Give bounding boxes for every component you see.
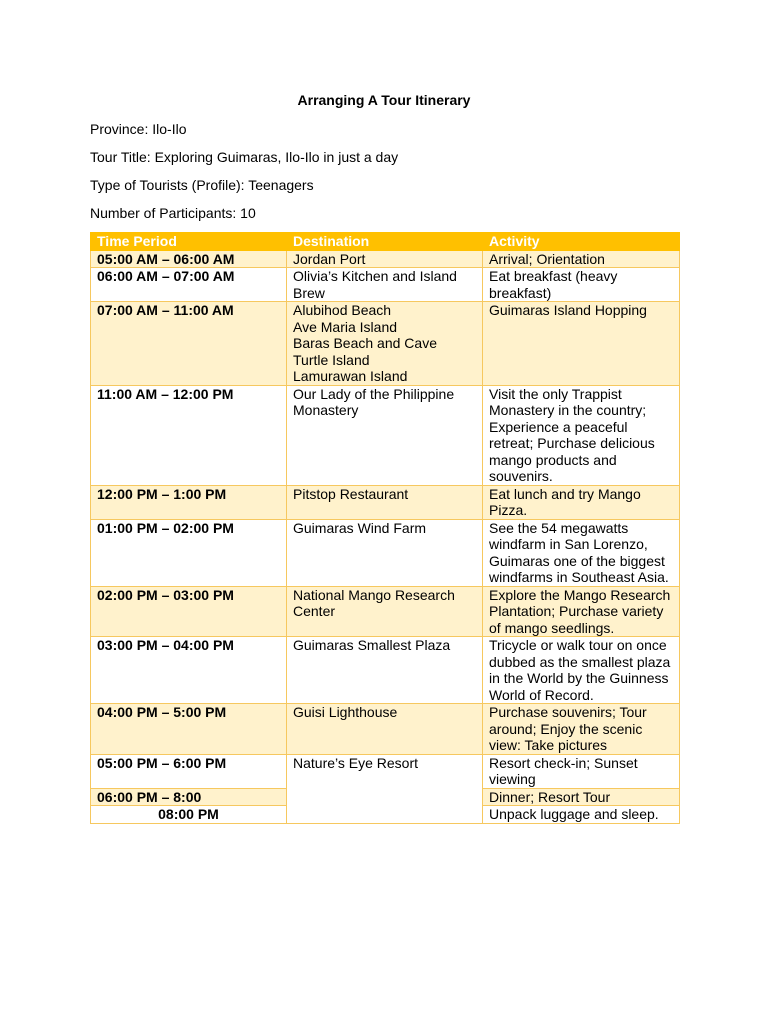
destination-cell	[287, 586, 483, 637]
table-row	[91, 519, 680, 586]
destination-cell	[287, 754, 483, 823]
time-cell: 03:00 PM – 04:00 PM	[91, 637, 287, 704]
destination-name: Jordan Port	[293, 250, 366, 267]
activity-cell: Unpack luggage and sleep.	[483, 806, 680, 824]
time-cell: 04:00 PM – 5:00 PM	[91, 704, 287, 755]
time-cell: 11:00 AM – 12:00 PM	[91, 385, 287, 485]
destination-cell	[287, 302, 483, 386]
destination-cell	[287, 250, 483, 268]
activity-cell: Eat lunch and try Mango Pizza.	[483, 485, 680, 519]
itinerary-table	[90, 232, 680, 824]
activity-cell: Purchase souvenirs; Tour around; Enjoy the scenic view: Take pictures	[483, 704, 680, 755]
destination-name: Guisi Lighthouse	[293, 704, 398, 720]
document-title: Arranging A Tour Itinerary	[297, 92, 471, 108]
tourist-type-line: Type of Tourists (Profile): Teenagers	[90, 177, 314, 193]
header-destination: Destination	[287, 233, 483, 251]
time-cell: 08:00 PM	[91, 806, 287, 824]
time-cell: 05:00 PM – 6:00 PM	[91, 754, 287, 788]
destination-cell	[287, 385, 483, 485]
destination-cell	[287, 637, 483, 704]
destination-name: Nature’s Eye Resort	[293, 754, 419, 771]
destination-cell	[287, 485, 483, 519]
destination-name: Pitstop Restaurant	[293, 485, 409, 502]
destination-name: National Mango Research Center	[293, 586, 455, 619]
table-row	[91, 586, 680, 637]
table-row	[91, 250, 680, 268]
destination-cell	[287, 268, 483, 302]
destination-name: Lamurawan Island	[293, 368, 408, 384]
time-cell: 12:00 PM – 1:00 PM	[91, 485, 287, 519]
activity-cell: Dinner; Resort Tour	[483, 788, 680, 806]
table-row	[91, 704, 680, 755]
destination-name: Alubihod Beach	[293, 302, 392, 318]
table-header-row	[91, 233, 680, 251]
table-row	[91, 268, 680, 302]
destination-name: Our Lady of the Philippine Monastery	[293, 385, 455, 418]
activity-cell: Guimaras Island Hopping	[483, 302, 680, 386]
table-row	[91, 385, 680, 485]
destination-cell	[287, 704, 483, 755]
participants-line: Number of Participants: 10	[90, 205, 256, 221]
table-row	[91, 754, 680, 788]
activity-cell: Eat breakfast (heavy breakfast)	[483, 268, 680, 302]
activity-cell: Visit the only Trappist Monastery in the country; Experience a peaceful retreat; Purchase delicious mango products and souvenirs.	[483, 385, 680, 485]
header-time-period: Time Period	[91, 233, 287, 251]
time-cell: 05:00 AM – 06:00 AM	[91, 250, 287, 268]
destination-name: Guimaras Wind Farm	[293, 519, 427, 536]
time-cell: 06:00 PM – 8:00	[91, 788, 287, 806]
destination-name: Ave Maria Island	[293, 318, 398, 335]
province-line: Province: Ilo-Ilo	[90, 121, 187, 137]
table-row	[91, 485, 680, 519]
time-cell: 06:00 AM – 07:00 AM	[91, 268, 287, 302]
destination-name: Baras Beach and Cave	[293, 335, 437, 351]
activity-cell: Tricycle or walk tour on once dubbed as the smallest plaza in the World by the Guinness World of Record.	[483, 637, 680, 704]
time-cell: 01:00 PM – 02:00 PM	[91, 519, 287, 586]
header-activity: Activity	[483, 233, 680, 251]
table-row	[91, 637, 680, 704]
time-cell: 07:00 AM – 11:00 AM	[91, 302, 287, 386]
destination-cell	[287, 519, 483, 586]
destination-name: Olivia’s Kitchen and Island Brew	[293, 268, 457, 301]
destination-name: Guimaras Smallest Plaza	[293, 637, 451, 653]
tour-title-line: Tour Title: Exploring Guimaras, Ilo-Ilo in just a day	[90, 149, 399, 165]
activity-cell: Explore the Mango Research Plantation; Purchase variety of mango seedlings.	[483, 586, 680, 637]
activity-cell: Resort check-in; Sunset viewing	[483, 754, 680, 788]
activity-cell: Arrival; Orientation	[483, 250, 680, 268]
table-row	[91, 302, 680, 386]
time-cell: 02:00 PM – 03:00 PM	[91, 586, 287, 637]
destination-name: Turtle Island	[293, 351, 370, 368]
activity-cell: See the 54 megawatts windfarm in San Lorenzo, Guimaras one of the biggest windfarms in Southeast Asia.	[483, 519, 680, 586]
